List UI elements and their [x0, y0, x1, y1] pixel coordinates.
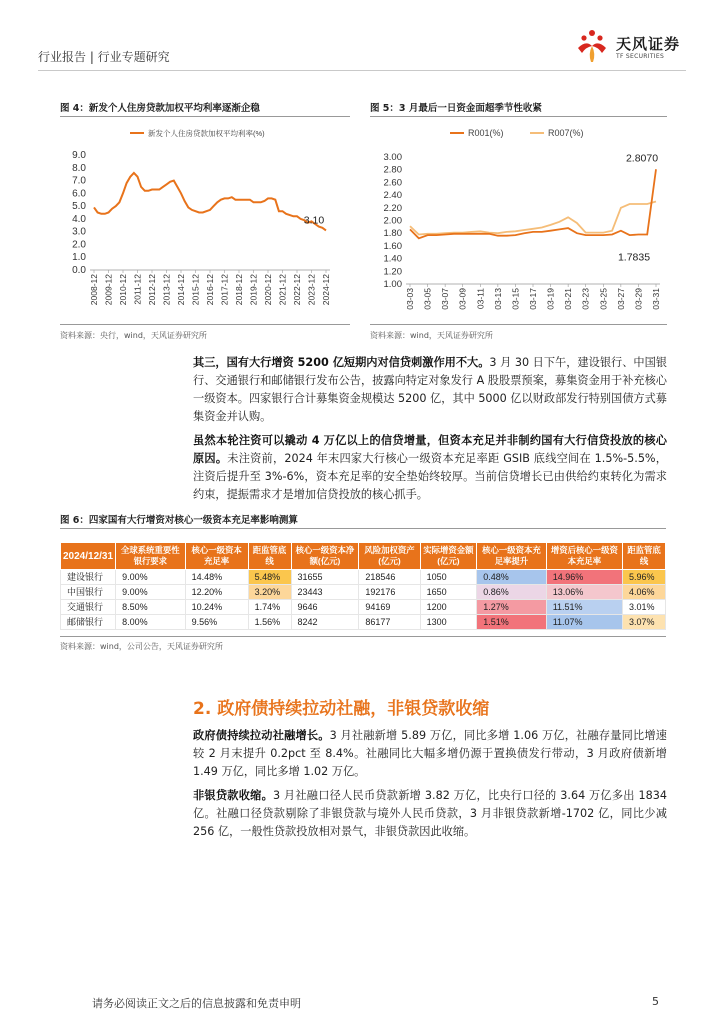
y-tick-label: 6.0 — [72, 188, 86, 200]
x-tick-label: 2021-12 — [277, 274, 288, 306]
y-tick-label: 3.00 — [383, 152, 402, 163]
table-cell: 9646 — [291, 600, 359, 615]
table-cell: 14.48% — [185, 570, 248, 585]
x-tick-label: 2018-12 — [234, 274, 244, 306]
table-cell: 1300 — [420, 615, 477, 630]
x-tick-label: 03-07 — [440, 288, 451, 310]
table-row — [61, 600, 666, 615]
table-header-cell: 核心一级资本净额(亿元) — [291, 543, 359, 570]
y-tick-label: 1.0 — [72, 252, 86, 264]
x-tick-label: 03-09 — [457, 288, 468, 310]
y-tick-label: 4.0 — [72, 213, 86, 225]
table-cell: 1.56% — [248, 615, 291, 630]
paragraph-nonbank-loans — [193, 787, 667, 841]
table-cell: 9.00% — [116, 570, 186, 585]
table-cell: 0.48% — [477, 570, 547, 585]
paragraph-capital-lead: 虽然本轮注资可以撬动 4 万亿以上的信贷增量，但资本充足并非制约国有大行信贷投放的核心原因。 — [193, 434, 667, 465]
y-tick-label: 2.20 — [383, 202, 402, 214]
table-cell: 8.50% — [116, 600, 186, 615]
y-tick-label: 9.0 — [72, 150, 86, 161]
x-tick-label: 2011-12 — [132, 274, 143, 305]
series-line-mortgage-rate — [94, 173, 326, 231]
table-cell: 12.20% — [185, 585, 248, 600]
table-cell: 8.00% — [116, 615, 186, 630]
figure5-chart — [370, 120, 667, 320]
y-tick-label: 1.60 — [383, 240, 402, 252]
table-cell: 3.01% — [623, 600, 666, 615]
paragraph-intro-lead: 其三，国有大行增资 5200 亿短期内对信贷刺激作用不大。 — [193, 356, 490, 369]
table-cell: 1.51% — [477, 615, 547, 630]
y-tick-label: 2.40 — [383, 190, 402, 202]
table-cell: 1650 — [420, 585, 477, 600]
y-tick-label: 7.0 — [72, 175, 86, 187]
x-tick-label: 2017-12 — [219, 274, 230, 306]
table-cell: 31655 — [291, 570, 359, 585]
company-logo — [572, 26, 692, 64]
table-cell: 9.56% — [185, 615, 248, 630]
x-tick-label: 03-11 — [475, 288, 486, 310]
data-label-peak: 2.8070 — [625, 152, 659, 165]
paragraph-capital-body: 未注资前，2024 年末四家大行核心一级资本充足率距 GSIB 底线空间在 1.5%-5.5%，注资后提升至 3%-6%，资本充足率的安全垫始终较厚。当前信贷增长已由供给约束转化为需求约束，提振需求才是增加信贷投放的核心抓手。 — [193, 452, 667, 501]
footer-disclaimer: 请务必阅读正文之后的信息披露和免责申明 — [92, 997, 301, 1010]
figure5-title-rule — [370, 116, 667, 117]
series-line-r007 — [410, 202, 656, 235]
table-cell: 1200 — [420, 600, 477, 615]
figure6-source: 资料来源：wind，公司公告，天风证券研究所 — [60, 642, 223, 651]
table-header-cell: 增资后核心一级资本充足率 — [546, 543, 622, 570]
x-tick-label: 2010-12 — [118, 274, 128, 306]
x-tick-label: 2022-12 — [292, 274, 302, 306]
table-header-cell: 核心一级资本充足率提升 — [477, 543, 547, 570]
logo-mark-icon — [572, 26, 616, 64]
figure4-source: 资料来源：央行，wind，天风证券研究所 — [60, 331, 207, 340]
header-divider — [38, 70, 686, 71]
legend-label: 新发个人住房贷款加权平均利率(%) — [148, 129, 265, 138]
table-cell: 11.51% — [546, 600, 622, 615]
table-header-row — [61, 543, 666, 570]
table-header-cell: 距监管底线 — [623, 543, 666, 570]
figure4-chart — [60, 120, 350, 320]
y-tick-label: 5.0 — [72, 201, 86, 213]
x-tick-label: 03-27 — [615, 288, 626, 310]
section-2-title: 2. 政府债持续拉动社融，非银贷款收缩 — [193, 699, 490, 719]
y-tick-label: 8.0 — [72, 162, 86, 174]
figure6-bottom-rule — [60, 636, 666, 637]
table-cell: 4.06% — [623, 585, 666, 600]
table-row — [61, 615, 666, 630]
table-header-cell: 全球系统重要性银行要求 — [116, 543, 186, 570]
y-tick-label: 2.00 — [383, 215, 402, 227]
y-tick-label: 1.20 — [383, 266, 402, 278]
bank-name-cell: 建设银行 — [61, 570, 116, 585]
x-tick-label: 2012-12 — [147, 274, 157, 306]
x-tick-label: 2009-12 — [103, 274, 114, 306]
paragraph-social-financing — [193, 727, 667, 781]
x-tick-label: 2020-12 — [263, 274, 273, 306]
x-tick-label: 2008-12 — [89, 274, 99, 306]
table-cell: 86177 — [359, 615, 420, 630]
y-tick-label: 1.00 — [383, 279, 402, 290]
data-label-last: 3.10 — [303, 214, 325, 227]
bank-name-cell: 交通银行 — [61, 600, 116, 615]
bank-name-cell: 邮储银行 — [61, 615, 116, 630]
table-cell: 1.27% — [477, 600, 547, 615]
legend-label-r007: R007(%) — [548, 128, 584, 138]
table-cell: 10.24% — [185, 600, 248, 615]
table-row — [61, 585, 666, 600]
table-cell: 3.20% — [248, 585, 291, 600]
figure5-source: 资料来源：wind，天风证券研究所 — [370, 331, 493, 340]
y-tick-label: 2.60 — [383, 177, 402, 189]
x-tick-label: 03-15 — [510, 288, 521, 310]
capital-ratio-table — [60, 542, 666, 630]
table-cell: 11.07% — [546, 615, 622, 630]
paragraph-intro-body: 3 月 30 日下午，建设银行、中国银行、交通银行和邮储银行发布公告，披露向特定对象发行 A 股股票预案，募集资金用于补充核心一级资本。四家银行合计募集资金规模达 5200 亿，其中 5000 亿以财政部发行特别国债方式募集资金并认购。 — [193, 356, 667, 423]
table-header-cell: 风险加权资产(亿元) — [359, 543, 420, 570]
x-tick-label: 2013-12 — [161, 274, 172, 306]
table-cell: 9.00% — [116, 585, 186, 600]
y-tick-label: 2.0 — [72, 239, 86, 251]
x-tick-label: 2024-12 — [321, 274, 331, 306]
x-tick-label: 03-29 — [633, 288, 644, 310]
page-number: 5 — [652, 995, 659, 1008]
report-category: 行业报告 | 行业专题研究 — [38, 50, 170, 64]
data-label-prev: 1.7835 — [617, 251, 651, 264]
x-tick-label: 03-13 — [492, 288, 503, 310]
logo-en-text: TF SECURITIES — [616, 53, 665, 60]
x-tick-label: 03-03 — [405, 288, 415, 310]
table-header-cell: 2024/12/31 — [61, 543, 116, 570]
x-tick-label: 03-31 — [651, 288, 661, 310]
x-tick-label: 03-17 — [528, 288, 538, 310]
figure6-title: 图 6：四家国有大行增资对核心一级资本充足率影响测算 — [60, 515, 298, 526]
figure4-bottom-rule — [60, 324, 350, 325]
table-cell: 5.48% — [248, 570, 291, 585]
table-header-cell: 距监管底线 — [248, 543, 291, 570]
table-cell: 94169 — [359, 600, 420, 615]
paragraph-nonbank-lead: 非银贷款收缩。 — [193, 789, 274, 802]
y-tick-label: 3.0 — [72, 226, 86, 238]
x-tick-label: 03-19 — [545, 288, 556, 310]
table-cell: 0.86% — [477, 585, 547, 600]
table-cell: 1050 — [420, 570, 477, 585]
table-row — [61, 570, 666, 585]
figure4-title: 图 4：新发个人住房贷款加权平均利率逐渐企稳 — [60, 103, 260, 114]
figure5-title: 图 5：3 月最后一日资金面超季节性收紧 — [370, 103, 542, 114]
table-cell: 14.96% — [546, 570, 622, 585]
figure6-title-rule — [60, 528, 666, 529]
table-header-cell: 实际增资金额(亿元) — [420, 543, 477, 570]
x-tick-label: 2015-12 — [190, 274, 201, 306]
table-cell: 13.06% — [546, 585, 622, 600]
x-tick-label: 2019-12 — [248, 274, 259, 306]
figure4-title-rule — [60, 116, 350, 117]
table-cell: 1.74% — [248, 600, 291, 615]
y-tick-label: 1.40 — [383, 253, 402, 265]
x-tick-label: 2014-12 — [176, 274, 186, 306]
x-tick-label: 03-25 — [598, 288, 609, 310]
paragraph-capital — [193, 432, 667, 504]
table-cell: 3.07% — [623, 615, 666, 630]
table-cell: 5.96% — [623, 570, 666, 585]
bank-name-cell: 中国银行 — [61, 585, 116, 600]
x-tick-label: 2016-12 — [205, 274, 215, 306]
y-tick-label: 0.0 — [72, 265, 86, 276]
x-tick-label: 03-21 — [563, 288, 574, 310]
table-cell: 218546 — [359, 570, 420, 585]
x-tick-label: 03-05 — [422, 288, 433, 310]
figure5-bottom-rule — [370, 324, 667, 325]
x-tick-label: 03-23 — [580, 288, 591, 310]
paragraph-social-body: 3 月社融新增 5.89 万亿，同比多增 1.06 万亿，社融存量同比增速较 2 月末提升 0.2pct 至 8.4%。社融同比大幅多增仍源于置换债发行带动，3 月政府债新增 1.49 万亿，同比多增 1.02 万亿。 — [193, 729, 667, 778]
y-tick-label: 2.80 — [383, 164, 402, 176]
legend-label-r001: R001(%) — [468, 128, 504, 138]
paragraph-social-lead: 政府债持续拉动社融增长。 — [193, 729, 330, 742]
logo-text: 天风证券 — [616, 35, 681, 53]
paragraph-intro — [193, 354, 667, 426]
table-header-cell: 核心一级资本充足率 — [185, 543, 248, 570]
table-cell: 8242 — [291, 615, 359, 630]
y-tick-label: 1.80 — [383, 228, 402, 240]
table-cell: 23443 — [291, 585, 359, 600]
table-cell: 192176 — [359, 585, 420, 600]
paragraph-nonbank-body: 3 月社融口径人民币贷款新增 3.82 万亿，比央行口径的 3.64 万亿多出 1834 亿。社融口径贷款剔除了非银贷款与境外人民币贷款，3 月非银贷款新增-1702 亿，同比少减 256 亿，一般性贷款投放相对景气，非银贷款因此收缩。 — [193, 789, 667, 838]
x-tick-label: 2023-12 — [306, 274, 317, 306]
